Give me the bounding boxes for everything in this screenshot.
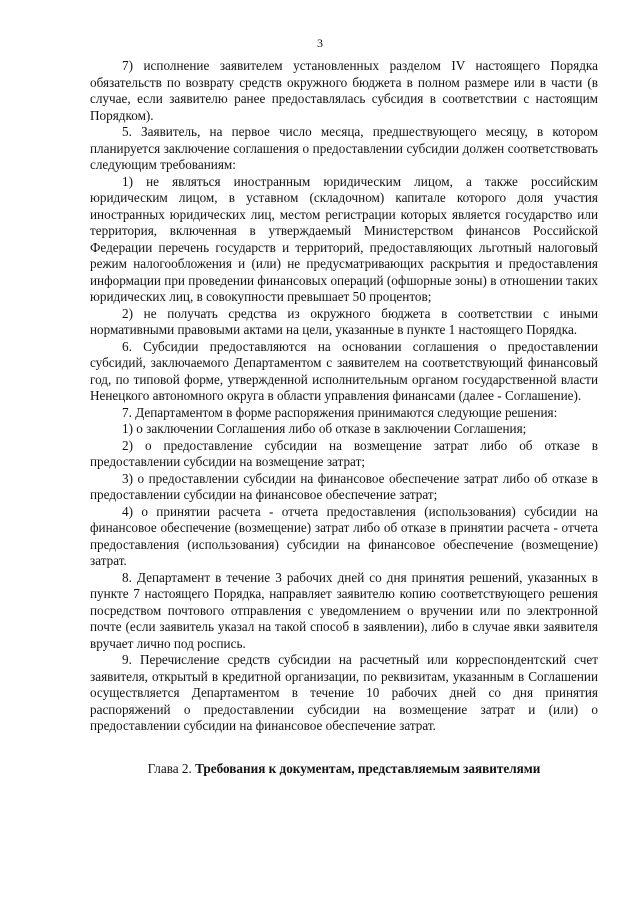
paragraph-7-decisions: 7. Департаментом в форме распоряжения принимаются следующие решения: xyxy=(122,404,558,420)
paragraph-5-requirements: 5. Заявитель, на первое число месяца, предшествующего месяцу, в котором планируется заключение соглашения о предоставлении субсидии должен соответствовать следующим требованиям: xyxy=(90,124,598,172)
paragraph-7-item-4: 4) о принятии расчета - отчета предоставления (использования) субсидии на финансовое обеспечение (возмещение) затрат либо об отказе в принятии расчета - отчета предоставления (использования) субсидии на финансовое обеспечение (возмещение) затрат. xyxy=(90,503,598,568)
paragraph-item-7-obligations: 7) исполнение заявителем установленных разделом IV настоящего Порядка обязательств по возврату средств окружного бюджета в полном размере или в части (в случае, если заявителю ранее предоставлялась субсидия в соответствии с настоящим Порядком). xyxy=(90,58,598,123)
paragraph-7-item-2: 2) о предоставление субсидии на возмещение затрат либо об отказе в предоставлении субсидии на возмещение затрат; xyxy=(90,437,598,469)
paragraph-7-item-3: 3) о предоставлении субсидии на финансовое обеспечение затрат либо об отказе в предоставлении субсидии на финансовое обеспечение затрат; xyxy=(90,470,598,502)
paragraph-5-item-2: 2) не получать средства из окружного бюджета в соответствии с иными нормативными правовыми актами на цели, указанные в пункте 1 настоящего Порядка. xyxy=(90,305,598,337)
chapter-prefix: Глава 2. xyxy=(147,760,196,776)
chapter-heading xyxy=(90,761,598,778)
paragraph-5-item-1: 1) не являться иностранным юридическим лицом, а также российским юридическим лицом, в уставном (складочном) капитале которого доля участия иностранных юридических лиц, местом регистрации которых является государство или территория, включенная в утверждаемый Министерством финансов Российской Федерации перечень государств и территорий, предоставляющих льготный налоговый режим налогообложения и (или) не предусматривающих раскрытия и предоставления информации при проведении финансовых операций (офшорные зоны) в отношении таких юридических лиц, в совокупности превышает 50 процентов; xyxy=(90,173,598,304)
document-body xyxy=(90,58,598,777)
page-number: 3 xyxy=(317,36,323,50)
paragraph-7-item-1: 1) о заключении Соглашения либо об отказе в заключении Соглашения; xyxy=(122,421,527,436)
paragraph-8-notification: 8. Департамент в течение 3 рабочих дней со дня принятия решений, указанных в пункте 7 настоящего Порядка, направляет заявителю копию соответствующего решения посредством почтового отправления с уведомлением о вручении или по электронной почте (если заявитель указал на такой способ в заявлении), либо в случае явки заявителя вручает лично под роспись. xyxy=(90,569,598,651)
chapter-title: Требования к документам, представляемым заявителями xyxy=(195,760,541,776)
paragraph-9-transfer: 9. Перечисление средств субсидии на расчетный или корреспондентский счет заявителя, открытый в кредитной организации, по реквизитам, указанным в Соглашении осуществляется Департаментом в течение 10 рабочих дней со дня принятия распоряжений о предоставлении субсидии на возмещение затрат и (или) о предоставлении субсидии на финансовое обеспечение затрат. xyxy=(90,652,598,733)
paragraph-6-subsidies: 6. Субсидии предоставляются на основании соглашения о предоставлении субсидий, заключаемого Департаментом с заявителем на соответствующий финансовый год, по типовой форме, утвержденной исполнительным органом государственной власти Ненецкого автономного округа в области управления финансами (далее - Соглашение). xyxy=(90,338,598,403)
